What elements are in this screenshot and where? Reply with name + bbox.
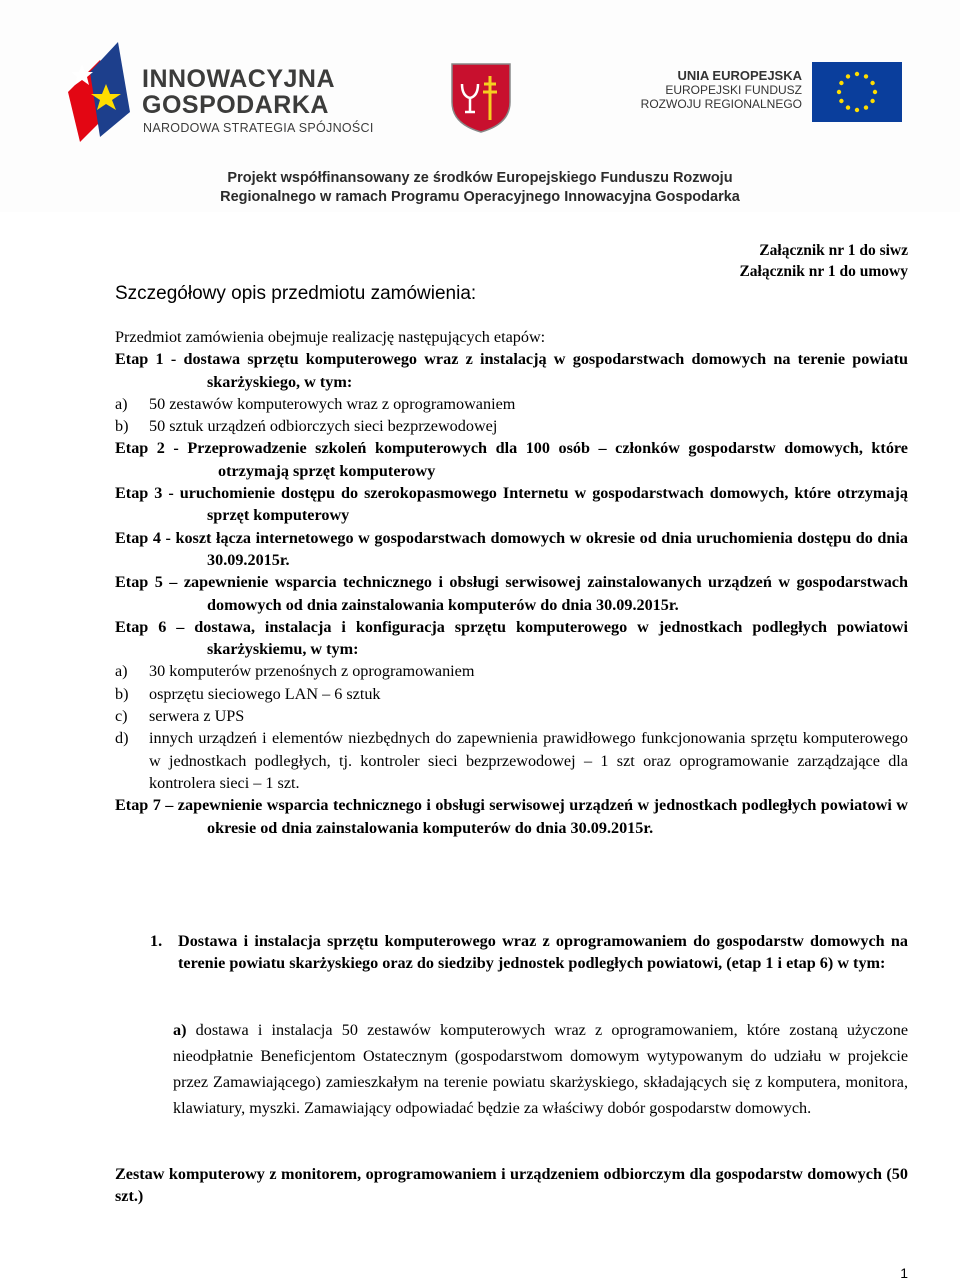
section-number: 1. (150, 932, 163, 950)
item-label: d) (115, 729, 129, 748)
etap-1-item-a (115, 393, 908, 415)
eu-line2: EUROPEJSKI FUNDUSZ (665, 83, 802, 97)
cofin-line2: Regionalnego w ramach Programu Operacyjnego Innowacyjna Gospodarka (220, 189, 740, 205)
etap-6-item-a (115, 660, 908, 682)
item-label: a) (115, 662, 128, 681)
ig-subtitle: NARODOWA STRATEGIA SPÓJNOŚCI (143, 121, 374, 135)
cofinancing-note (0, 169, 960, 207)
eu-flag (812, 62, 902, 122)
etap-6: Etap 6 – dostawa, instalacja i konfiguracja sprzętu komputerowego w jednostkach podległych powiatowi skarżyskiemu, w tym: (115, 617, 908, 659)
eu-line3: ROZWOJU REGIONALNEGO (640, 97, 802, 111)
annex-line2: Załącznik nr 1 do umowy (739, 263, 908, 280)
item-label: b) (115, 417, 129, 436)
etap-7: Etap 7 – zapewnienie wsparcia technicznego i obsługi serwisowej urządzeń w jednostkach podległych powiatowi w okresie od dnia zainstalowania komputerów do dnia 30.09.2015r. (115, 796, 908, 837)
ig-title-line1: INNOWACYJNA (142, 65, 336, 93)
etap-4: Etap 4 - koszt łącza internetowego w gospodarstwach domowych w okresie od dnia uruchomienia dostępu do dnia 30.09.2015r. (115, 528, 908, 569)
item-label: c) (115, 707, 128, 726)
powiat-crest (450, 62, 512, 134)
eu-line1: UNIA EUROPEJSKA (677, 68, 802, 83)
section-1-heading (150, 930, 908, 975)
item-label: a) (115, 394, 128, 413)
page-title: Szczegółowy opis przedmiotu zamówienia: (115, 283, 477, 304)
item-text: 50 sztuk urządzeń odbiorczych sieci bezprzewodowej (149, 417, 498, 436)
intro-text: Przedmiot zamówienia obejmuje realizację następujących etapów: (115, 328, 546, 346)
item-label: b) (115, 684, 129, 703)
etap-3: Etap 3 - uruchomienie dostępu do szerokopasmowego Internetu w gospodarstwach domowych, które otrzymają sprzęt komputerowy (115, 484, 908, 525)
etap-6-item-b (115, 683, 908, 705)
zestaw-heading: Zestaw komputerowy z monitorem, oprogramowaniem i urządzeniem odbiorczym dla gospodarstw domowych (50 szt.) (115, 1165, 908, 1206)
stages-body (115, 326, 908, 839)
paragraph-a (173, 1017, 908, 1121)
item-text: innych urządzeń i elementów niezbędnych do zapewnienia prawidłowego funkcjonowania sprzętu komputerowego w jednostkach podległych, tj. kontroler sieci bezprzewodowej – 1 szt oraz oprogramowanie zarządzające dla kontrolera sieci – 1 szt. (149, 729, 908, 792)
item-text: serwera z UPS (149, 707, 245, 726)
etap-2: Etap 2 - Przeprowadzenie szkoleń komputerowych dla 100 osób – członków gospodarstw domowych, które otrzymają sprzęt komputerowy (115, 439, 908, 480)
annex-line1: Załącznik nr 1 do siwz (759, 242, 908, 259)
paragraph-label: a) (173, 1021, 187, 1039)
etap-1-item-b (115, 415, 908, 437)
etap-5: Etap 5 – zapewnienie wsparcia technicznego i obsługi serwisowej zainstalowanych urządzeń w gospodarstwach domowych od dnia zainstalowania komputerów do dnia 30.09.2015r. (115, 573, 908, 614)
eu-text (641, 69, 802, 111)
paragraph-text: dostawa i instalacja 50 zestawów komputerowych wraz z oprogramowaniem, które zostaną użyczone nieodpłatnie Beneficjentom Ostatecznym (gospodarstwom domowym wytypowanym do udziału w projekcie przez Zamawiającego) zamieszkałym na terenie powiatu skarżyskiego, składających się z komputera, monitora, klawiatury, myszki. Zamawiający odpowiadać będzie za właściwy dobór gospodarstw domowych. (173, 1021, 909, 1117)
item-text: 50 zestawów komputerowych wraz z oprogramowaniem (149, 394, 516, 413)
ig-title (142, 66, 335, 118)
annex-reference (739, 240, 908, 282)
cofin-line1: Projekt współfinansowany ze środków Europejskiego Funduszu Rozwoju (227, 170, 733, 186)
etap-6-item-c (115, 705, 908, 727)
item-text: osprzętu sieciowego LAN – 6 sztuk (149, 684, 381, 703)
item-text: 30 komputerów przenośnych z oprogramowaniem (149, 662, 475, 681)
etap-1: Etap 1 - dostawa sprzętu komputerowego wraz z instalacją w gospodarstwach domowych na terenie powiatu skarżyskiego, w tym: (115, 350, 908, 391)
ig-title-line2: GOSPODARKA (142, 91, 329, 119)
page-number: 1 (900, 1265, 908, 1281)
section-text: Dostawa i instalacja sprzętu komputerowego wraz z oprogramowaniem do gospodarstw domowych na terenie powiatu skarżyskiego oraz do siedziby jednostek podległych powiatowi, (etap 1 i etap 6) w tym: (178, 932, 908, 973)
etap-6-item-d (115, 727, 908, 794)
